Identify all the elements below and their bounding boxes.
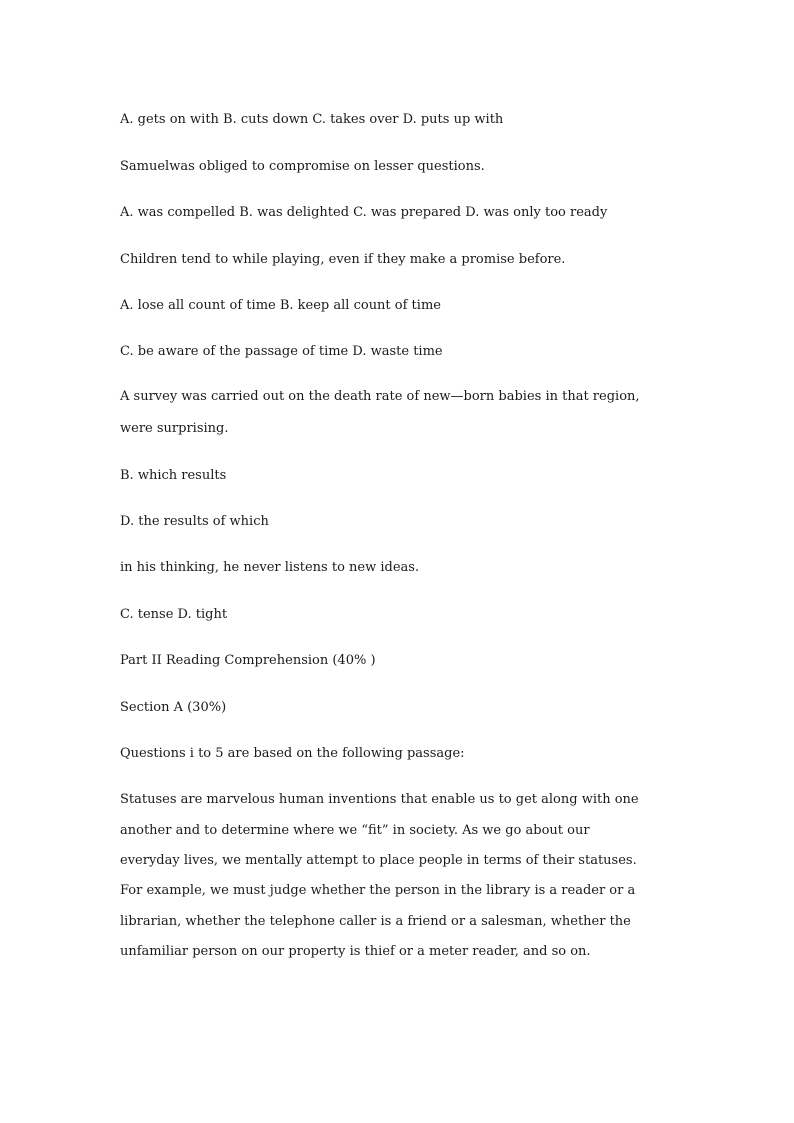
passage-line: Statuses are marvelous human inventions that enable us to get along with one — [120, 792, 639, 807]
passage-line: unfamiliar person on our property is thief or a meter reader, and so on. — [120, 944, 591, 959]
passage-line: everyday lives, we mentally attempt to place people in terms of their statuses. — [120, 853, 637, 868]
passage-line: another and to determine where we “fit” in society. As we go about our — [120, 823, 590, 838]
section-heading: Section A (30%) — [120, 700, 227, 715]
option-line-results-of-which: D. the results of which — [120, 514, 269, 529]
part-heading: Part II Reading Comprehension (40% ) — [120, 653, 376, 668]
question-line-survey-continued: were surprising. — [120, 421, 229, 436]
option-line-tense-tight: C. tense D. tight — [120, 607, 228, 622]
option-line-compelled: A. was compelled B. was delighted C. was prepared D. was only too ready — [120, 205, 608, 220]
option-line-passage-of-time: C. be aware of the passage of time D. waste time — [120, 344, 443, 359]
option-line-which-results: B. which results — [120, 468, 227, 483]
question-line-survey: A survey was carried out on the death rate of new—born babies in that region, — [120, 389, 640, 404]
passage-line: librarian, whether the telephone caller is a friend or a salesman, whether the — [120, 914, 631, 929]
option-line-phrasal-verbs: A. gets on with B. cuts down C. takes over D. puts up with — [120, 112, 504, 127]
option-line-count-of-time: A. lose all count of time B. keep all count of time — [120, 298, 441, 313]
question-line-thinking: in his thinking, he never listens to new ideas. — [120, 560, 420, 575]
passage-line: For example, we must judge whether the person in the library is a reader or a — [120, 883, 636, 898]
question-line-children: Children tend to while playing, even if they make a promise before. — [120, 252, 566, 267]
passage-instruction: Questions i to 5 are based on the following passage: — [120, 746, 465, 761]
question-line-samuel: Samuelwas obliged to compromise on lesser questions. — [120, 159, 485, 174]
